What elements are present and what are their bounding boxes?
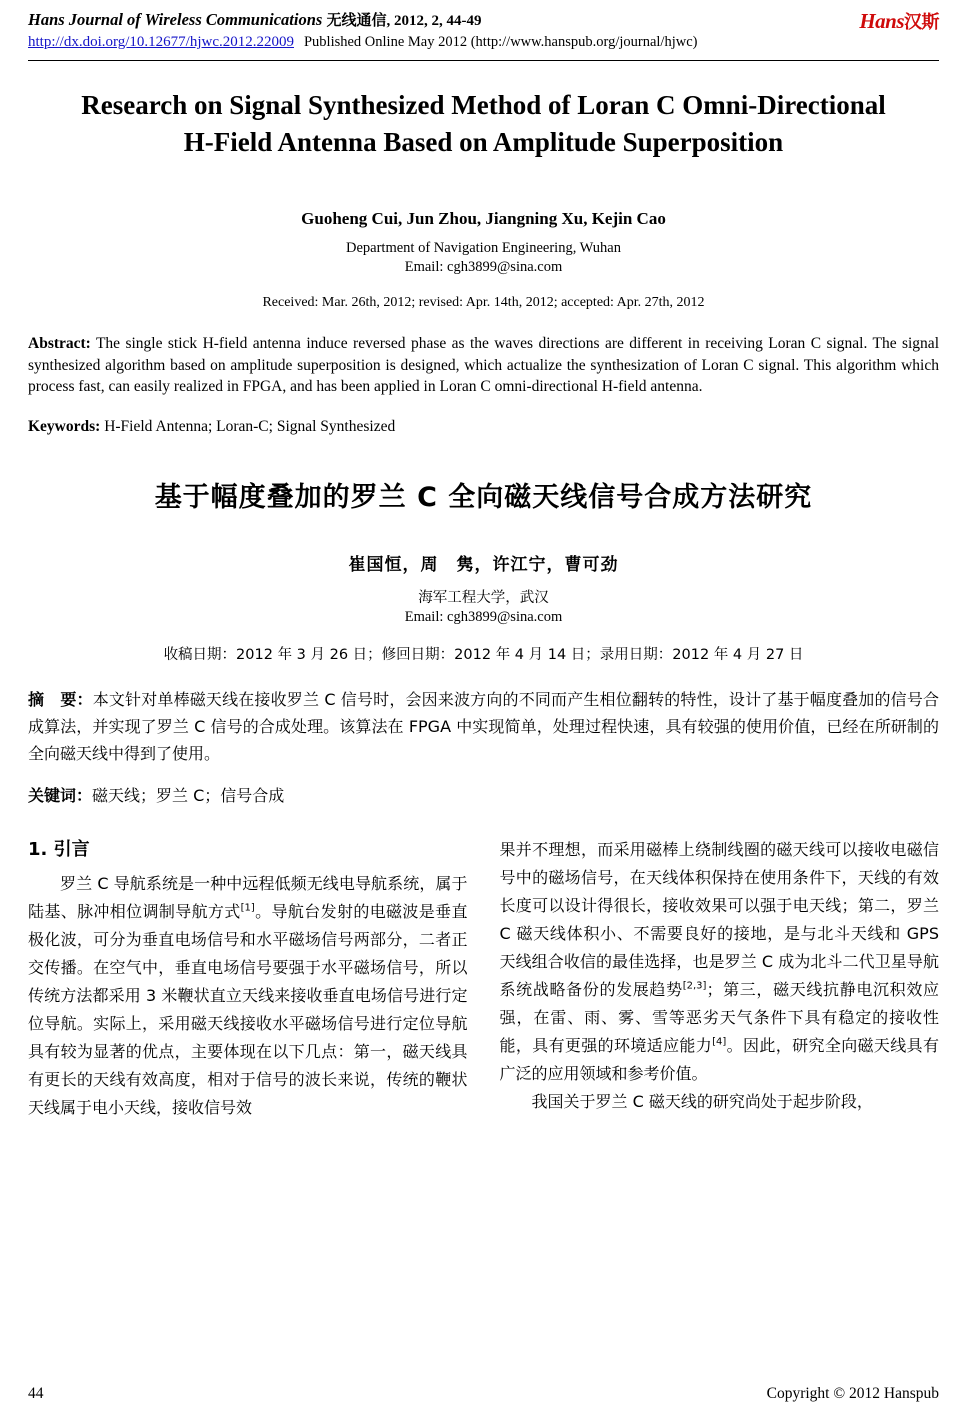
page-footer bbox=[28, 1385, 939, 1403]
paragraph-left-1-b: 。导航台发射的电磁波是垂直极化波，可分为垂直电场信号和水平磁场信号两部分，二者正交传播。在空气中，垂直电场信号要强于水平磁场信号，所以传统方法都采用 3 米鞭状直立天线来接收垂直电场信号进行定位导航。实际上，采用磁天线接收水平磁场信号进行定位导航具有较为显著的优点，主要体现在以下几点：第一，磁天线具有更长的天线有效高度，相对于信号的波长来说，传统的鞭状天线属于电小天线，接收信号效 bbox=[28, 901, 468, 1117]
paragraph-right-1 bbox=[500, 836, 940, 1088]
page-title-cn: 基于幅度叠加的罗兰 C 全向磁天线信号合成方法研究 bbox=[154, 481, 813, 513]
abstract-cn bbox=[28, 686, 939, 767]
hans-logo-cn: 汉斯 bbox=[904, 12, 939, 33]
citation-ref-3: [4] bbox=[712, 1036, 727, 1048]
copyright-text: Copyright © 2012 Hanspub bbox=[766, 1385, 939, 1402]
journal-line bbox=[28, 10, 939, 31]
body-columns bbox=[28, 836, 939, 1122]
doi-link[interactable]: http://dx.doi.org/10.12677/hjwc.2012.22009 bbox=[28, 34, 294, 50]
masthead bbox=[28, 10, 939, 56]
email-en: Email: cgh3899@sina.com bbox=[404, 259, 563, 275]
email-cn: Email: cgh3899@sina.com bbox=[404, 608, 563, 625]
journal-volume-info: , 2012, 2, 44-49 bbox=[386, 13, 482, 29]
header-divider bbox=[28, 60, 939, 61]
keywords-en bbox=[28, 416, 939, 437]
paragraph-right-1-c: 。因此，研究全向磁天线具有广泛的应用领域和参考价值。 bbox=[499, 1035, 939, 1083]
affiliation-en bbox=[28, 239, 939, 277]
hans-logo bbox=[859, 8, 939, 34]
keywords-cn bbox=[28, 783, 939, 806]
paragraph-right-1-a: 果并不理想，而采用磁棒上绕制线圈的磁天线可以接收电磁信号中的磁场信号，在天线体积保持在使用条件下，天线的有效长度可以设计得很长，接收效果可以强于电天线；第二，罗兰 C 磁天线体积小、不需要良好的接地，是与北斗天线和 GPS 天线组合收信的最佳选择，也是罗兰 C 成为北斗二代卫星导航系统战略备份的发展趋势 bbox=[499, 839, 939, 999]
paragraph-right-2: 我国关于罗兰 C 磁天线的研究尚处于起步阶段， bbox=[531, 1091, 873, 1111]
paragraph-left-1 bbox=[28, 870, 468, 1122]
dates-en: Received: Mar. 26th, 2012; revised: Apr. 14th, 2012; accepted: Apr. 27th, 2012 bbox=[262, 295, 705, 310]
page-title-en: Research on Signal Synthesized Method of Loran C Omni-Directional H-Field Antenna Based on Amplitude Superposition bbox=[81, 90, 886, 157]
abstract-text: The single stick H-field antenna induce reversed phase as the waves directions are different in receiving Loran C signal. The signal synthesized algorithm based on amplitude superposition is designed, which actualize the synthesization of Loran C signal. This algorithm which process fast, can easily realized in FPGA, and has been applied in Loran C omni-directional H-field antenna. bbox=[28, 335, 939, 395]
journal-name-cn: 无线通信 bbox=[326, 11, 387, 29]
abstract-label: Abstract: bbox=[28, 335, 91, 352]
abstract-cn-text: 本文针对单棒磁天线在接收罗兰 C 信号时，会因来波方向的不同而产生相位翻转的特性，设计了基于幅度叠加的信号合成算法，并实现了罗兰 C 信号的合成处理。该算法在 FPGA 中实现简单，处理过程快速，具有较强的使用价值，已经在所研制的全向磁天线中得到了使用。 bbox=[28, 689, 939, 763]
hans-logo-text: Hans bbox=[859, 9, 904, 33]
authors-en: Guoheng Cui, Jun Zhou, Jiangning Xu, Kejin Cao bbox=[301, 209, 666, 228]
keywords-label: Keywords: bbox=[28, 417, 101, 435]
affiliation-cn bbox=[28, 589, 939, 627]
keywords-cn-label: 关键词： bbox=[28, 785, 93, 805]
section-heading-1: 1. 引言 bbox=[28, 838, 90, 860]
citation-ref-2: [2,3] bbox=[682, 980, 707, 992]
doi-line bbox=[28, 32, 939, 52]
column-right bbox=[500, 836, 940, 1122]
keywords-cn-text: 磁天线；罗兰 C；信号合成 bbox=[92, 785, 285, 805]
paragraph-left-1-a: 罗兰 C 导航系统是一种中远程低频无线电导航系统，属于陆基、脉冲相位调制导航方式 bbox=[28, 873, 468, 921]
authors-cn: 崔国恒，周 隽，许江宁，曹可劲 bbox=[348, 554, 619, 575]
paragraph-right-1-b: ；第三，磁天线抗静电沉积效应强，在雷、雨、雾、雪等恶劣天气条件下具有稳定的接收性能，具有更强的环境适应能力 bbox=[499, 979, 939, 1055]
column-left bbox=[28, 836, 468, 1122]
dates-cn: 收稿日期：2012 年 3 月 26 日；修回日期：2012 年 4 月 14 日；录用日期：2012 年 4 月 27 日 bbox=[163, 646, 804, 663]
affiliation-en-line: Department of Navigation Engineering, Wuhan bbox=[346, 240, 621, 256]
page-number: 44 bbox=[28, 1385, 44, 1402]
citation-ref-1: [1] bbox=[240, 902, 255, 914]
published-online-text: Published Online May 2012 (http://www.hanspub.org/journal/hjwc) bbox=[303, 34, 698, 50]
affiliation-cn-line: 海军工程大学，武汉 bbox=[418, 589, 549, 606]
keywords-text: H-Field Antenna; Loran-C; Signal Synthesized bbox=[100, 417, 396, 435]
journal-name: Hans Journal of Wireless Communications bbox=[28, 10, 323, 29]
abstract-en bbox=[28, 333, 939, 398]
abstract-cn-label: 摘 要： bbox=[28, 689, 93, 709]
